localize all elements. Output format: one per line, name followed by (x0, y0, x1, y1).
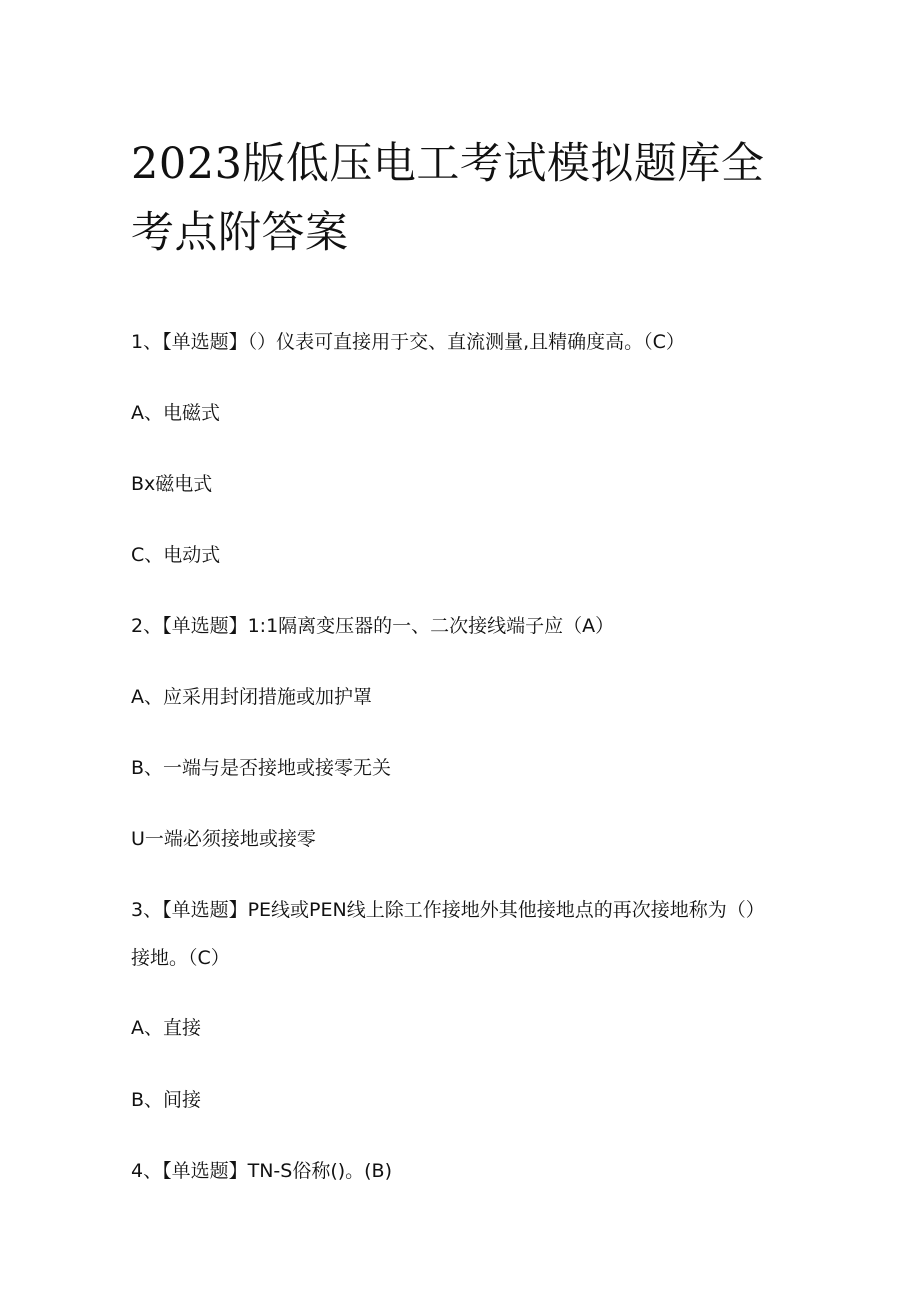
question-2-option-a: A、应采用封闭措施或加护罩 (131, 686, 372, 708)
question-1-option-c: C、电动式 (131, 544, 221, 566)
document-title: 2023版低压电工考试模拟题库全考点附答案 (131, 139, 765, 258)
question-3-option-a: A、直接 (131, 1017, 201, 1039)
question-1-option-b: Bx磁电式 (131, 473, 213, 495)
question-1-option-a: A、电磁式 (131, 402, 220, 424)
question-2-stem: 2、【单选题】1:1隔离变压器的一、二次接线端子应（A） (131, 615, 615, 637)
question-2-option-c: U一端必须接地或接零 (131, 828, 316, 850)
question-3-option-b: B、间接 (131, 1089, 202, 1111)
question-2-option-b: B、一端与是否接地或接零无关 (131, 757, 392, 779)
question-3-stem: 3、【单选题】PE线或PEN线上除工作接地外其他接地点的再次接地称为（）接地。（C） (131, 899, 765, 969)
question-1-stem: 1、【单选题】（）仪表可直接用于交、直流测量,且精确度高。（C） (131, 331, 685, 353)
question-4-stem: 4、【单选题】TN-S俗称()。(B) (131, 1160, 393, 1182)
